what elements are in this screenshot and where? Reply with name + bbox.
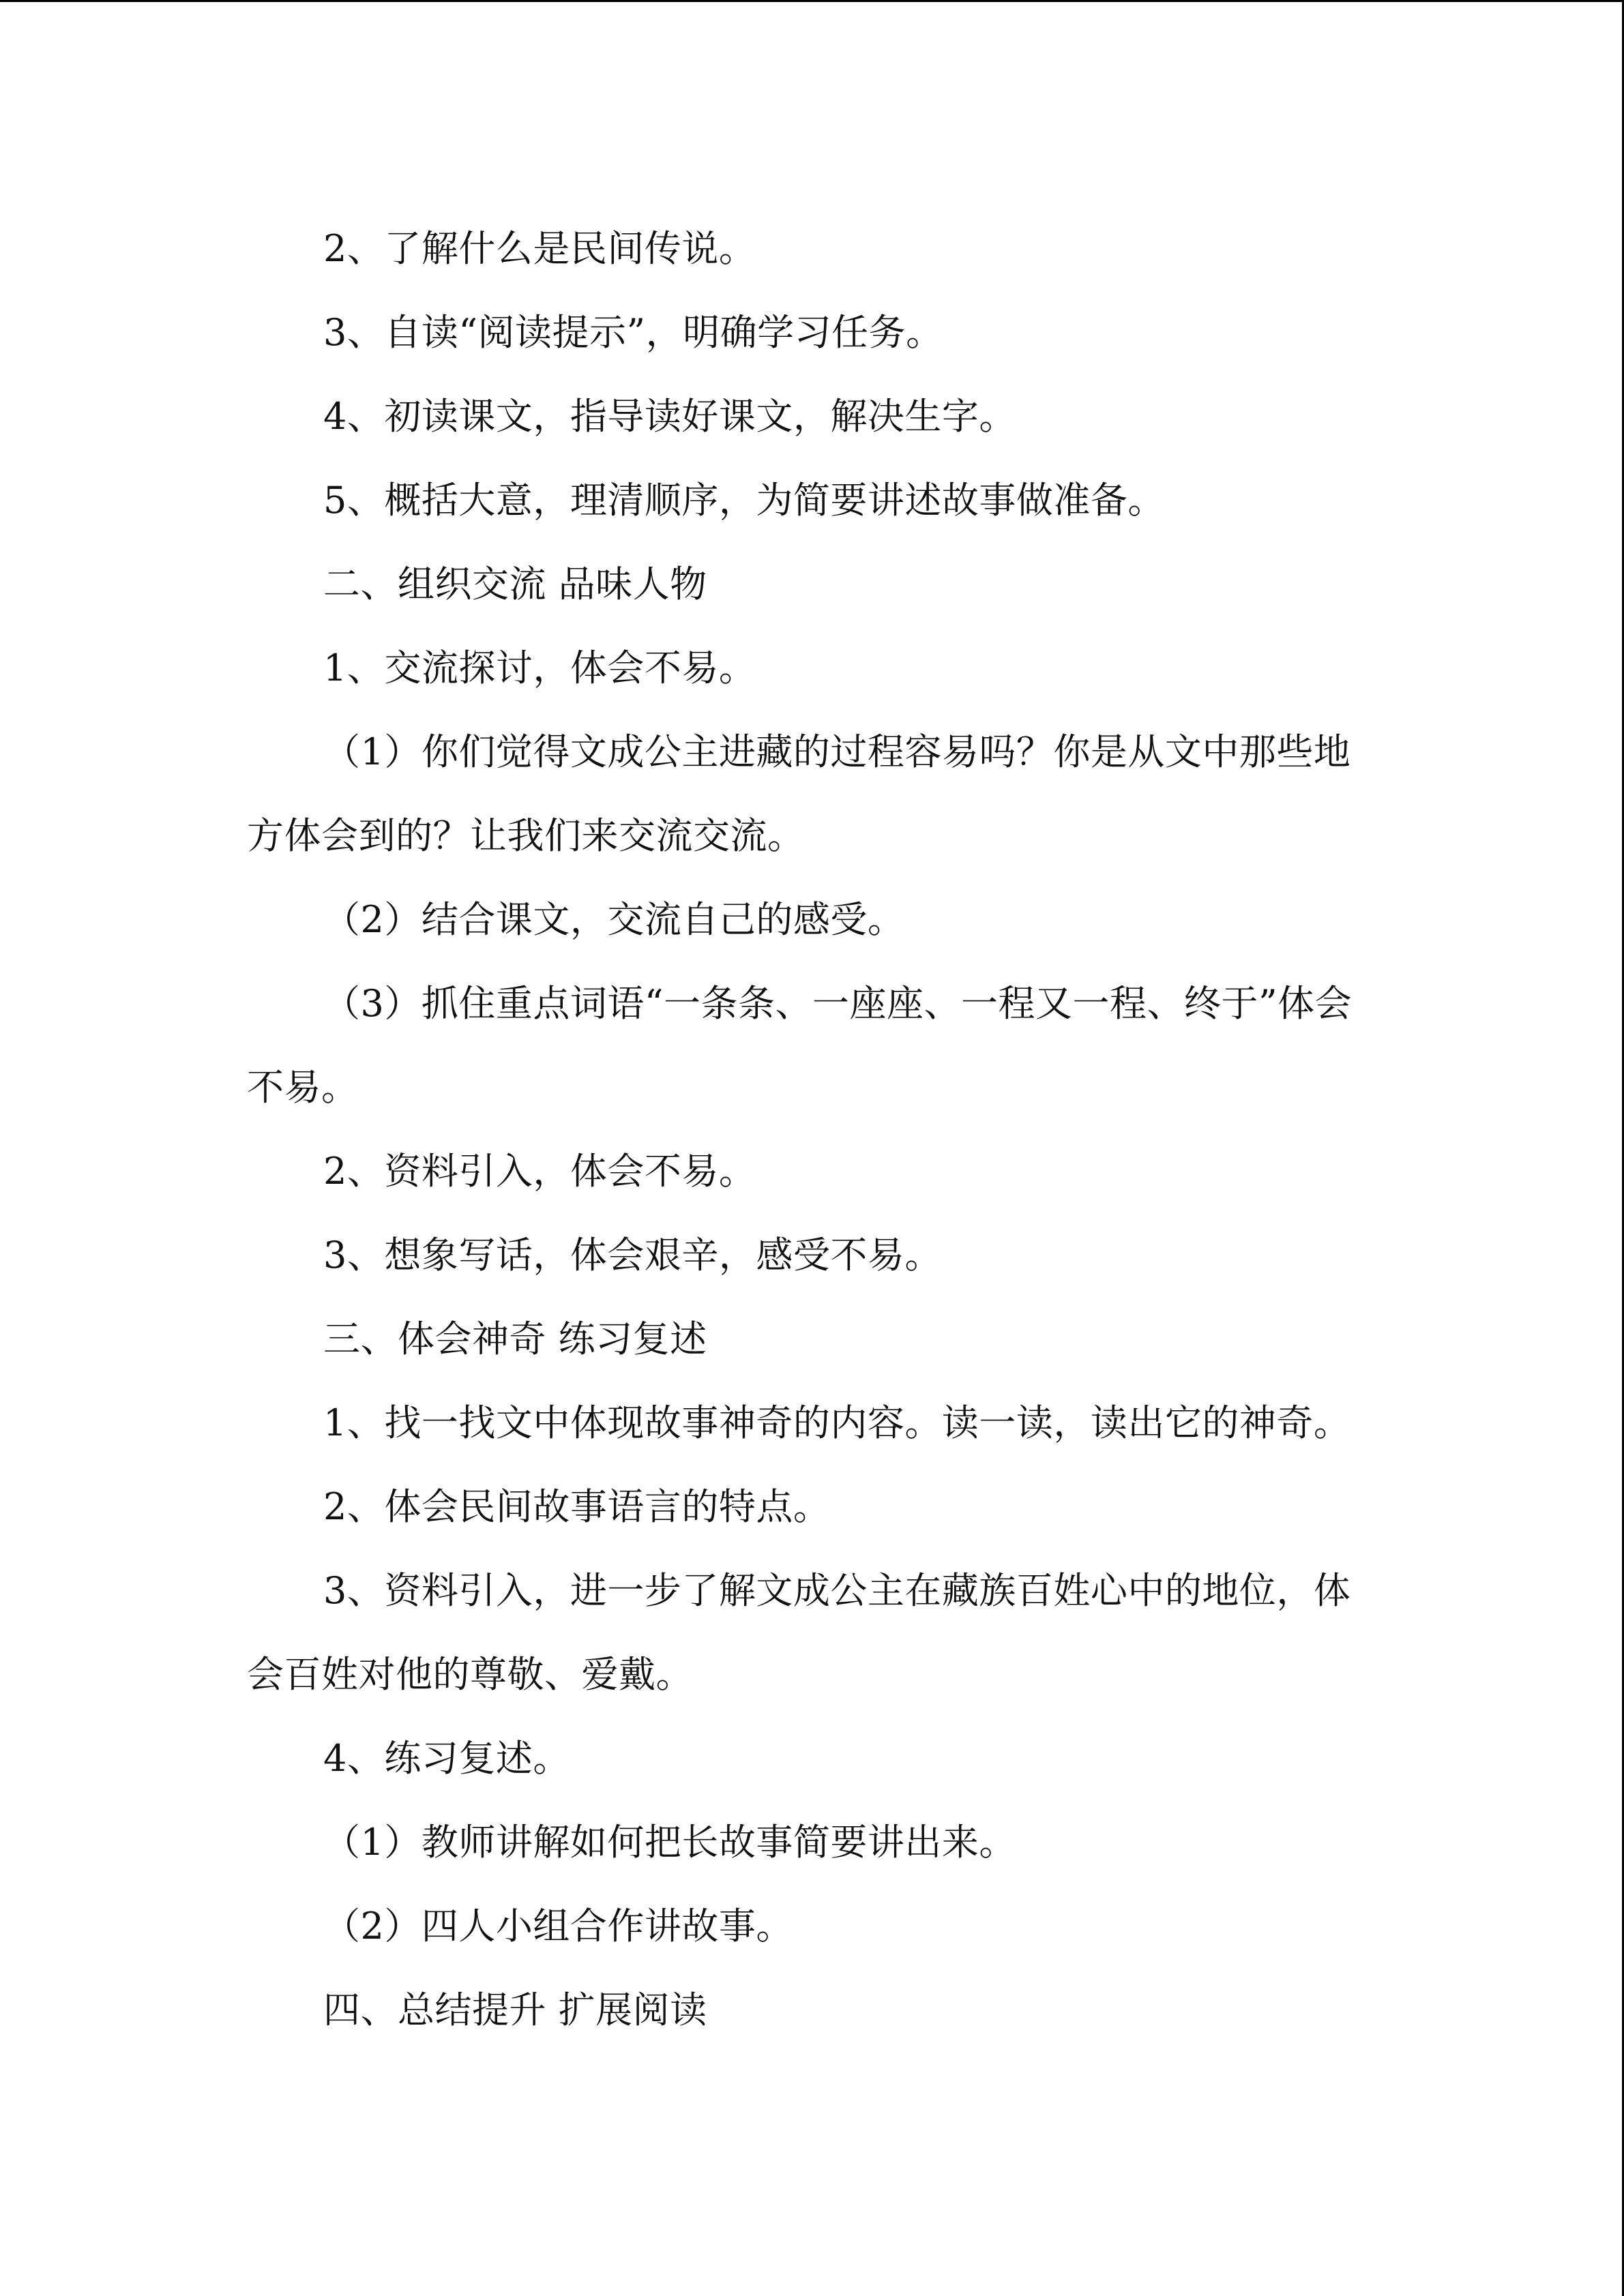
paragraph: 3、资料引入，进一步了解文成公主在藏族百姓心中的地位，体会百姓对他的尊敬、爱戴。	[247, 1569, 1351, 1696]
paragraph: 5、概括大意，理清顺序，为简要讲述故事做准备。	[323, 479, 1165, 522]
section-heading: 二、组织交流 品味人物	[323, 563, 707, 606]
paragraph: （1）教师讲解如何把长故事简要讲出来。	[323, 1821, 1016, 1864]
paragraph: 4、初读课文，指导读好课文，解决生字。	[323, 395, 1016, 438]
paragraph: 2、体会民间故事语言的特点。	[323, 1485, 831, 1528]
paragraph: 3、自读“阅读提示”，明确学习任务。	[323, 311, 943, 354]
paragraph: （2）四人小组合作讲故事。	[323, 1905, 793, 1948]
document-body	[247, 207, 1379, 2052]
paragraph: 2、资料引入，体会不易。	[323, 1150, 756, 1193]
paragraph: 4、练习复述。	[323, 1737, 570, 1780]
section-heading: 四、总结提升 扩展阅读	[323, 1988, 707, 2031]
paragraph: （1）你们觉得文成公主进藏的过程容易吗？你是从文中那些地方体会到的？让我们来交流交流。	[247, 730, 1351, 857]
paragraph: 2、了解什么是民间传说。	[323, 227, 756, 270]
paragraph: （2）结合课文，交流自己的感受。	[323, 898, 905, 941]
paragraph: （3）抓住重点词语“一条条、一座座、一程又一程、终于”体会不易。	[247, 982, 1353, 1109]
section-heading: 三、体会神奇 练习复述	[323, 1317, 707, 1360]
paragraph: 3、想象写话，体会艰辛，感受不易。	[323, 1234, 942, 1277]
paragraph: 1、交流探讨，体会不易。	[323, 646, 756, 689]
paragraph: 1、找一找文中体现故事神奇的内容。读一读，读出它的神奇。	[323, 1401, 1351, 1444]
